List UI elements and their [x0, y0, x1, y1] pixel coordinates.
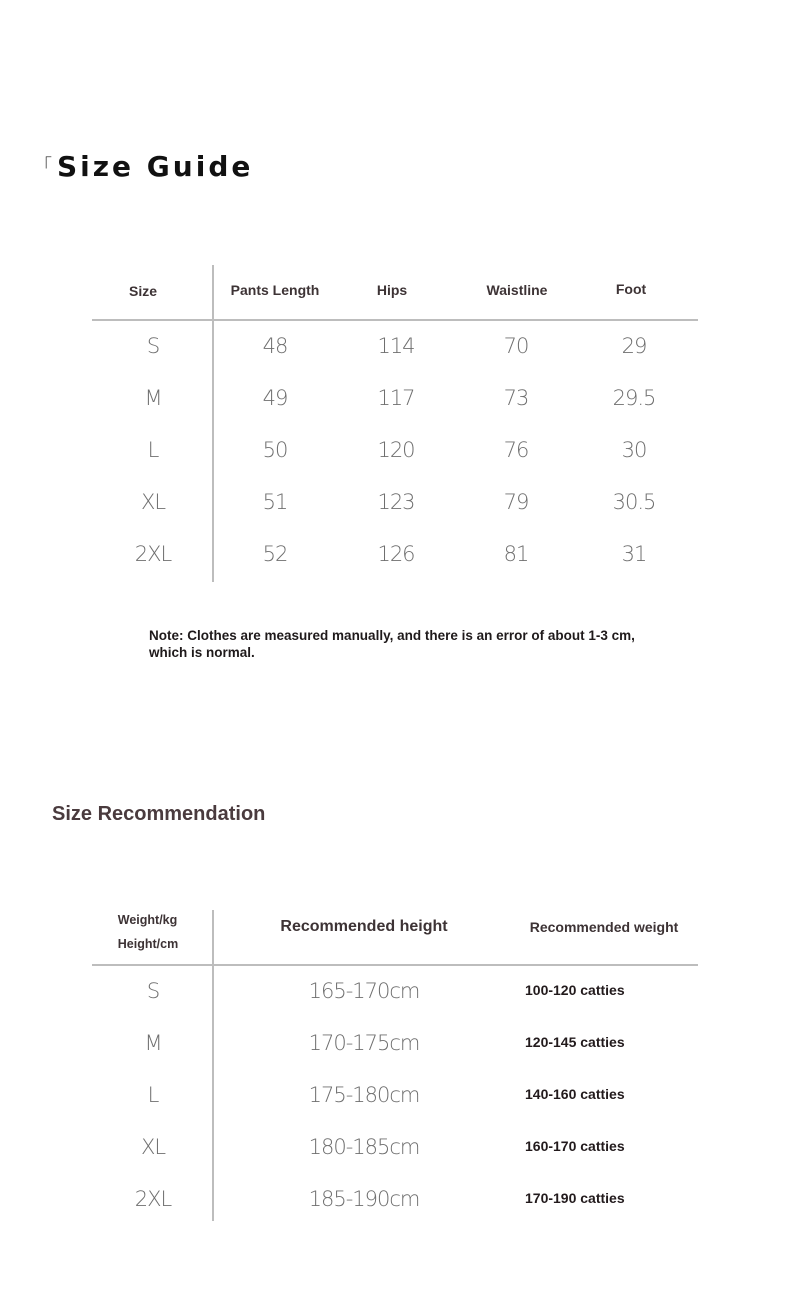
- cell-pants-length: 48: [262, 334, 288, 358]
- cell-size: S: [146, 334, 160, 358]
- header-pants-length: Pants Length: [230, 282, 320, 298]
- size-guide-table: [92, 265, 698, 585]
- cell-foot: 30: [621, 438, 647, 462]
- header-size: Size: [128, 283, 158, 299]
- cell-size: M: [144, 1031, 162, 1055]
- cell-size: S: [146, 979, 160, 1003]
- cell-pants-length: 52: [262, 542, 288, 566]
- table-vertical-divider: [212, 265, 214, 582]
- cell-recommended-height: 185-190cm: [308, 1187, 420, 1211]
- cell-recommended-weight: 170-190 catties: [525, 1190, 625, 1206]
- header-height-cm: Height/cm: [117, 937, 179, 951]
- cell-recommended-height: 165-170cm: [308, 979, 420, 1003]
- cell-waistline: 76: [503, 438, 529, 462]
- cell-foot: 31: [621, 542, 647, 566]
- title-bracket: 「: [34, 156, 55, 177]
- size-guide-title: [34, 150, 253, 183]
- title-text: Size Guide: [57, 150, 254, 183]
- cell-recommended-weight: 160-170 catties: [525, 1138, 625, 1154]
- header-waistline: Waistline: [486, 282, 548, 298]
- cell-size: L: [147, 1083, 159, 1107]
- header-recommended-weight: Recommended weight: [529, 919, 679, 935]
- cell-waistline: 73: [503, 386, 529, 410]
- measurement-note: Note: Clothes are measured manually, and there is an error of about 1-3 cm, which is normal.: [149, 628, 635, 660]
- cell-pants-length: 49: [262, 386, 288, 410]
- cell-waistline: 70: [503, 334, 529, 358]
- cell-hips: 126: [377, 542, 415, 566]
- cell-hips: 120: [377, 438, 415, 462]
- cell-hips: 117: [377, 386, 415, 410]
- table-vertical-divider: [212, 910, 214, 1221]
- table-header-divider: [92, 319, 698, 321]
- cell-hips: 114: [377, 334, 415, 358]
- cell-size: XL: [140, 1135, 166, 1159]
- header-hips: Hips: [376, 282, 408, 298]
- header-recommended-height: Recommended height: [280, 918, 448, 935]
- cell-waistline: 81: [503, 542, 529, 566]
- cell-size: 2XL: [134, 1187, 172, 1211]
- cell-foot: 29.5: [612, 386, 656, 410]
- cell-pants-length: 50: [262, 438, 288, 462]
- header-weight-kg: Weight/kg: [117, 913, 178, 927]
- cell-size: XL: [140, 490, 166, 514]
- cell-recommended-weight: 100-120 catties: [525, 982, 625, 998]
- cell-size: L: [147, 438, 159, 462]
- cell-waistline: 79: [503, 490, 529, 514]
- cell-pants-length: 51: [262, 490, 288, 514]
- table-header-divider: [92, 964, 698, 966]
- size-recommendation-title: Size Recommendation: [52, 803, 266, 825]
- cell-size: 2XL: [134, 542, 172, 566]
- cell-recommended-height: 180-185cm: [308, 1135, 420, 1159]
- cell-recommended-weight: 140-160 catties: [525, 1086, 625, 1102]
- cell-recommended-weight: 120-145 catties: [525, 1034, 625, 1050]
- cell-foot: 29: [621, 334, 647, 358]
- cell-recommended-height: 170-175cm: [308, 1031, 420, 1055]
- cell-recommended-height: 175-180cm: [308, 1083, 420, 1107]
- size-recommendation-table: [92, 908, 698, 1223]
- cell-size: M: [144, 386, 162, 410]
- header-foot: Foot: [615, 281, 647, 297]
- cell-hips: 123: [377, 490, 415, 514]
- header-weight-height: [118, 908, 178, 956]
- cell-foot: 30.5: [612, 490, 656, 514]
